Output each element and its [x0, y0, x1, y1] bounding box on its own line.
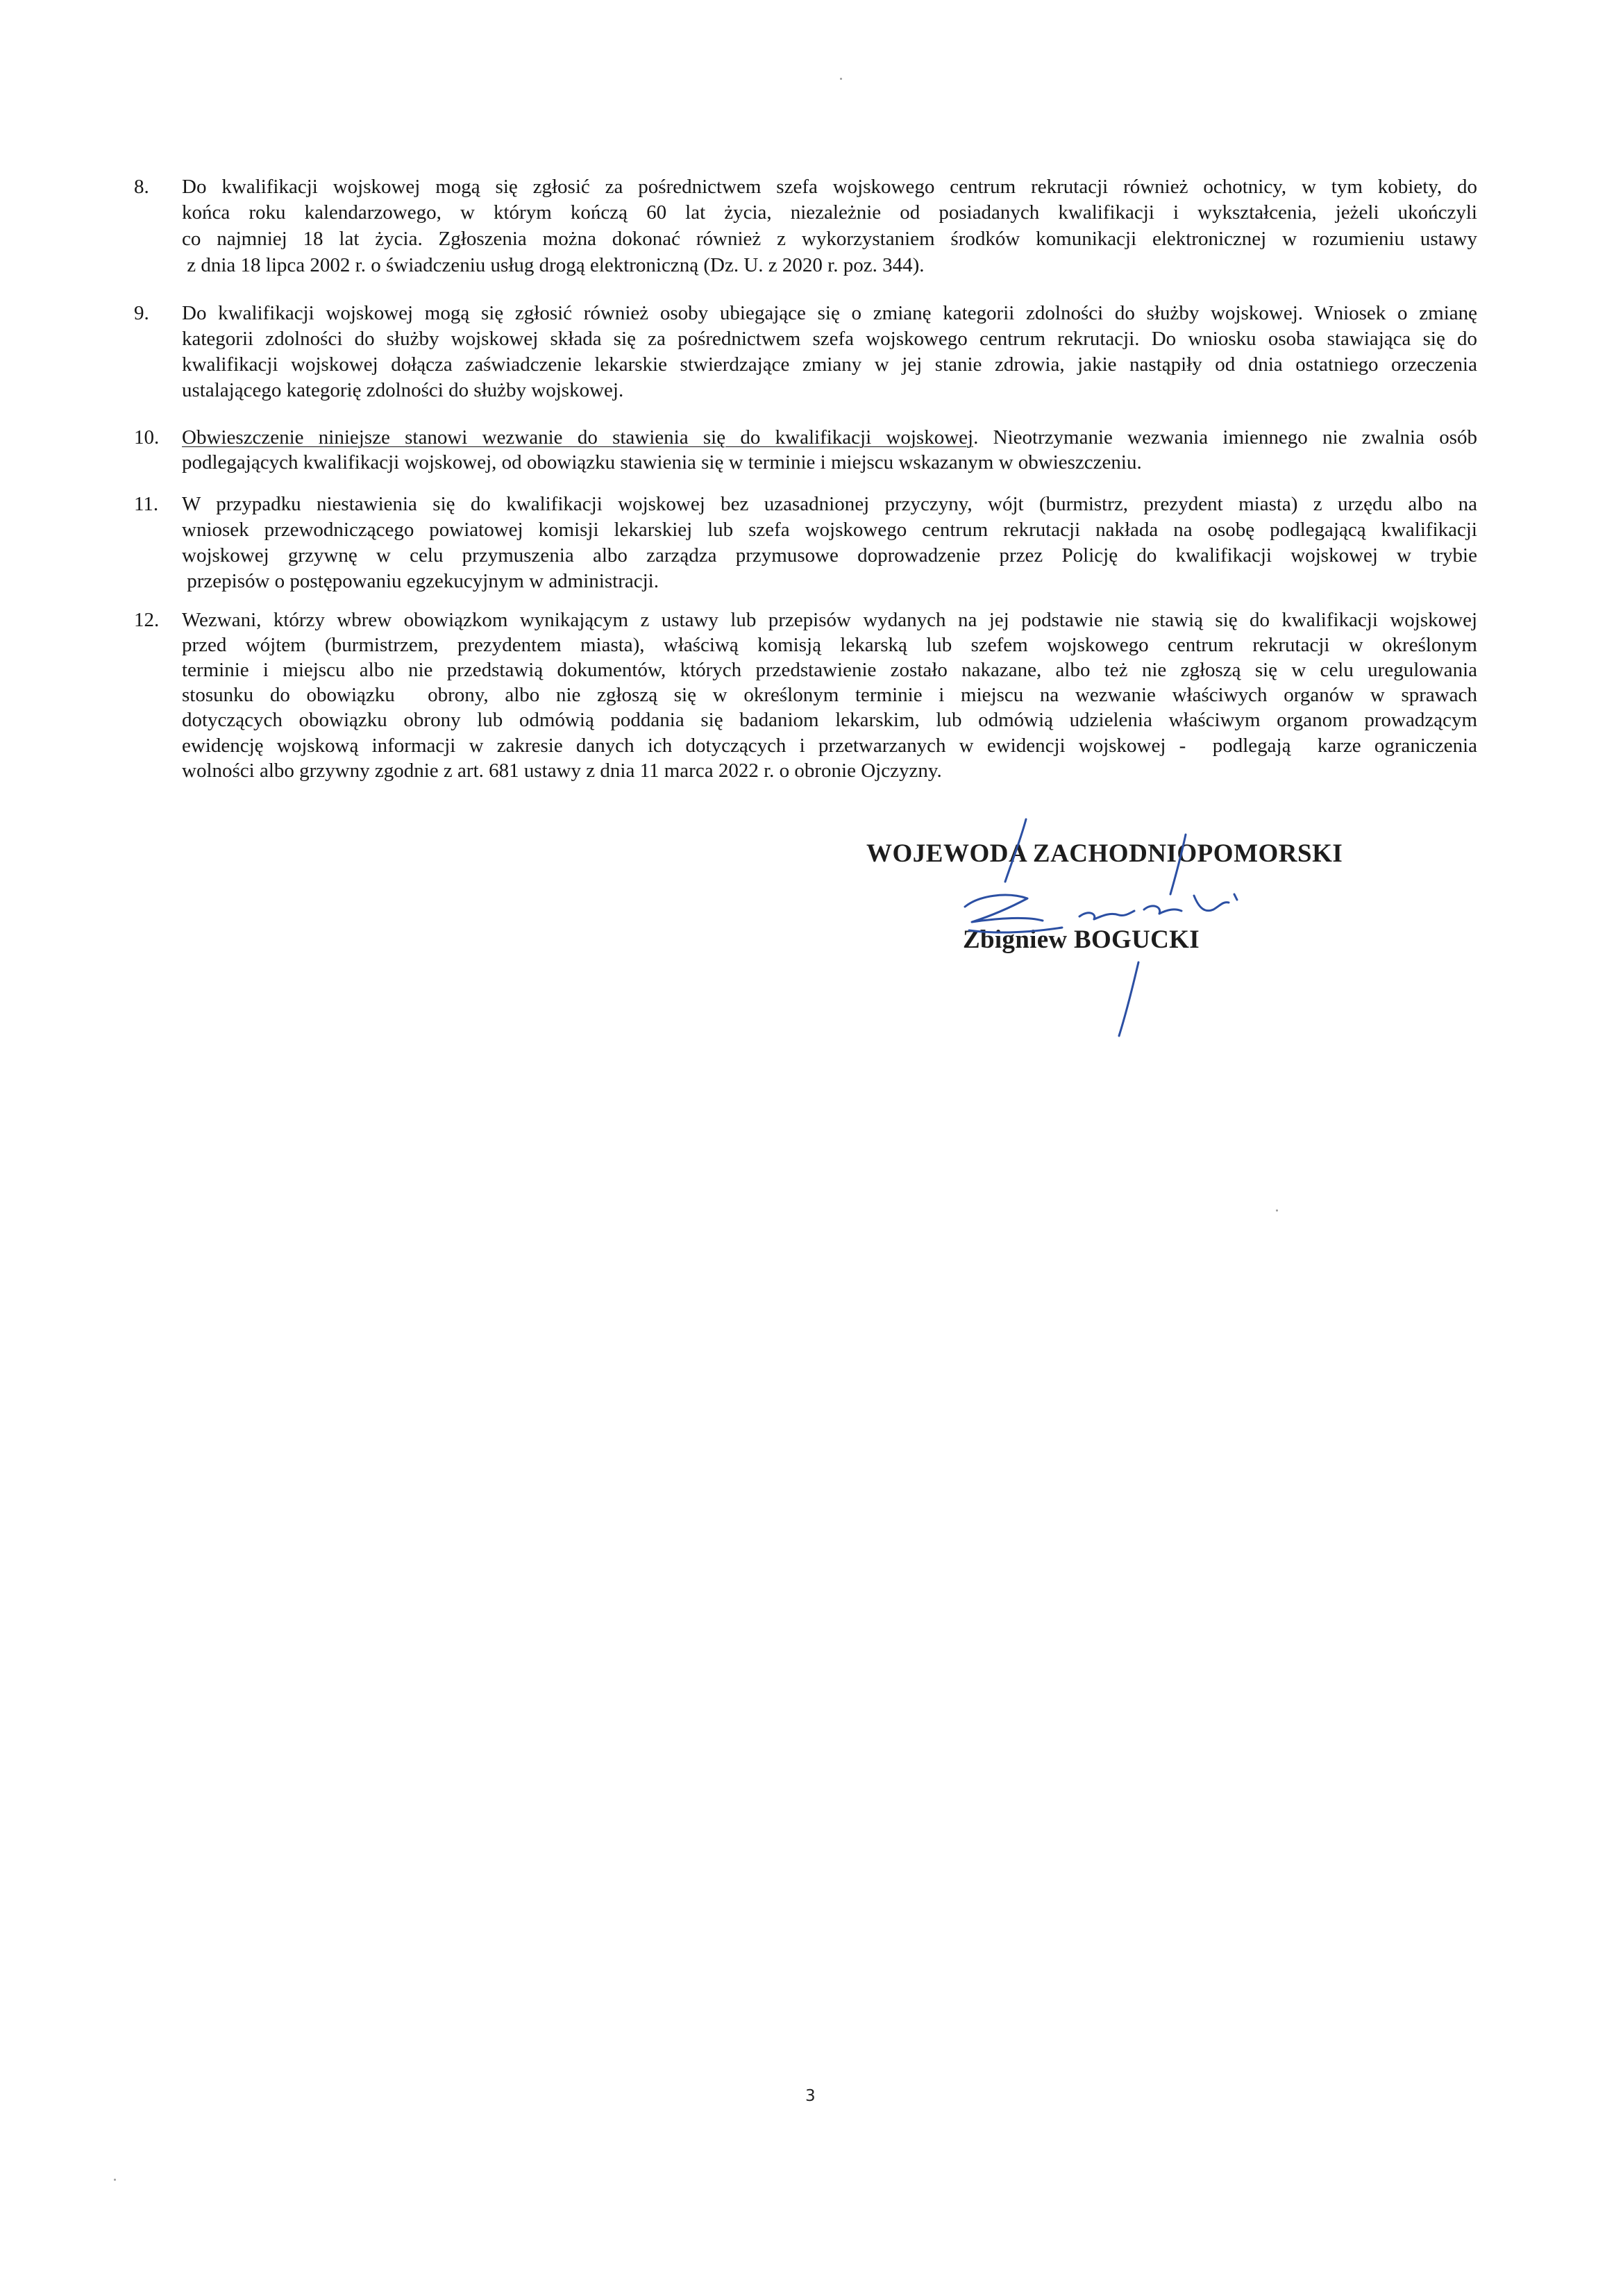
handwritten-signature	[923, 805, 1312, 1041]
item-line: co najmniej 18 lat życia. Zgłoszenia można dokonać również z wykorzystaniem środków komunikacji elektronicznej w rozumieniu ustawy	[182, 228, 1477, 250]
item-line-rest: . Nieotrzymanie wezwania imiennego nie zwalnia osób	[973, 426, 1478, 449]
scan-speck	[1276, 1209, 1278, 1212]
item-number: 12.	[134, 609, 160, 631]
item-line: W przypadku niestawienia się do kwalifikacji wojskowej bez uzasadnionej przyczyny, wójt (burmistrz, prezydent miasta) z urzędu albo na	[182, 493, 1477, 515]
item-line: przepisów o postępowaniu egzekucyjnym w administracji.	[182, 570, 659, 592]
item-line: kategorii zdolności do służby wojskowej składa się za pośrednictwem szefa wojskowego centrum rekrutacji. Do wniosku osoba stawiająca się do	[182, 328, 1477, 350]
item-line: Do kwalifikacji wojskowej mogą się zgłosić również osoby ubiegające się o zmianę kategorii zdolności do służby wojskowej. Wniosek o zmianę	[182, 302, 1477, 324]
signatory-office: WOJEWODA ZACHODNIOPOMORSKI	[866, 839, 1343, 868]
item-line: przed wójtem (burmistrzem, prezydentem miasta), właściwą komisją lekarską lub szefem wojskowego centrum rekrutacji w określonym	[182, 634, 1477, 656]
item-line: wniosek przewodniczącego powiatowej komisji lekarskiej lub szefa wojskowego centrum rekrutacji nakłada na osobę podlegającą kwalifikacji	[182, 519, 1477, 541]
item-line: wojskowej grzywnę w celu przymuszenia albo zarządza przymusowe doprowadzenie przez Policję do kwalifikacji wojskowej w trybie	[182, 544, 1477, 567]
item-number: 8.	[134, 176, 149, 198]
item-number: 11.	[134, 493, 159, 515]
underlined-summons-text: Obwieszczenie niniejsze stanowi wezwanie do stawienia się do kwalifikacji wojskowej	[182, 426, 974, 449]
item-line: kwalifikacji wojskowej dołącza zaświadczenie lekarskie stwierdzające zmiany w jej stanie zdrowia, jakie nastąpiły od dnia ostatniego orzeczenia	[182, 353, 1477, 376]
page-number: 3	[805, 2087, 816, 2105]
item-line: wolności albo grzywny zgodnie z art. 681 ustawy z dnia 11 marca 2022 r. o obronie Ojczyzny.	[182, 760, 942, 782]
item-number: 10.	[134, 426, 160, 449]
item-line: z dnia 18 lipca 2002 r. o świadczeniu usług drogą elektroniczną (Dz. U. z 2020 r. poz. 344).	[182, 254, 925, 276]
item-line: dotyczących obowiązku obrony lub odmówią poddania się badaniom lekarskim, lub odmówią udzielenia właściwym organom prowadzącym	[182, 709, 1477, 731]
item-line: końca roku kalendarzowego, w którym kończą 60 lat życia, niezależnie od posiadanych kwalifikacji i wykształcenia, jeżeli ukończyli	[182, 201, 1477, 224]
scan-speck	[840, 78, 842, 80]
item-line: ewidencję wojskową informacji w zakresie danych ich dotyczących i przetwarzanych w ewidencji wojskowej - podlegają karze ograniczenia	[182, 735, 1477, 757]
item-line: podlegających kwalifikacji wojskowej, od obowiązku stawienia się w terminie i miejscu wskazanym w obwieszczeniu.	[182, 451, 1142, 474]
signatory-name: Zbigniew BOGUCKI	[963, 925, 1200, 954]
scan-speck	[114, 2179, 116, 2181]
item-number: 9.	[134, 302, 149, 324]
item-line: stosunku do obowiązku obrony, albo nie zgłoszą się w określonym terminie i miejscu na wezwanie właściwych organów w sprawach	[182, 684, 1477, 706]
item-line: ustalającego kategorię zdolności do służby wojskowej.	[182, 379, 624, 401]
item-line: terminie i miejscu albo nie przedstawią dokumentów, których przedstawienie zostało nakazane, albo też nie zgłoszą się w celu uregulowania	[182, 659, 1477, 681]
item-line: Do kwalifikacji wojskowej mogą się zgłosić za pośrednictwem szefa wojskowego centrum rekrutacji również ochotnicy, w tym kobiety, do	[182, 176, 1477, 198]
item-line	[182, 425, 1477, 450]
item-line: Wezwani, którzy wbrew obowiązkom wynikającym z ustawy lub przepisów wydanych na jej podstawie nie stawią się do kwalifikacji wojskowej	[182, 609, 1477, 631]
